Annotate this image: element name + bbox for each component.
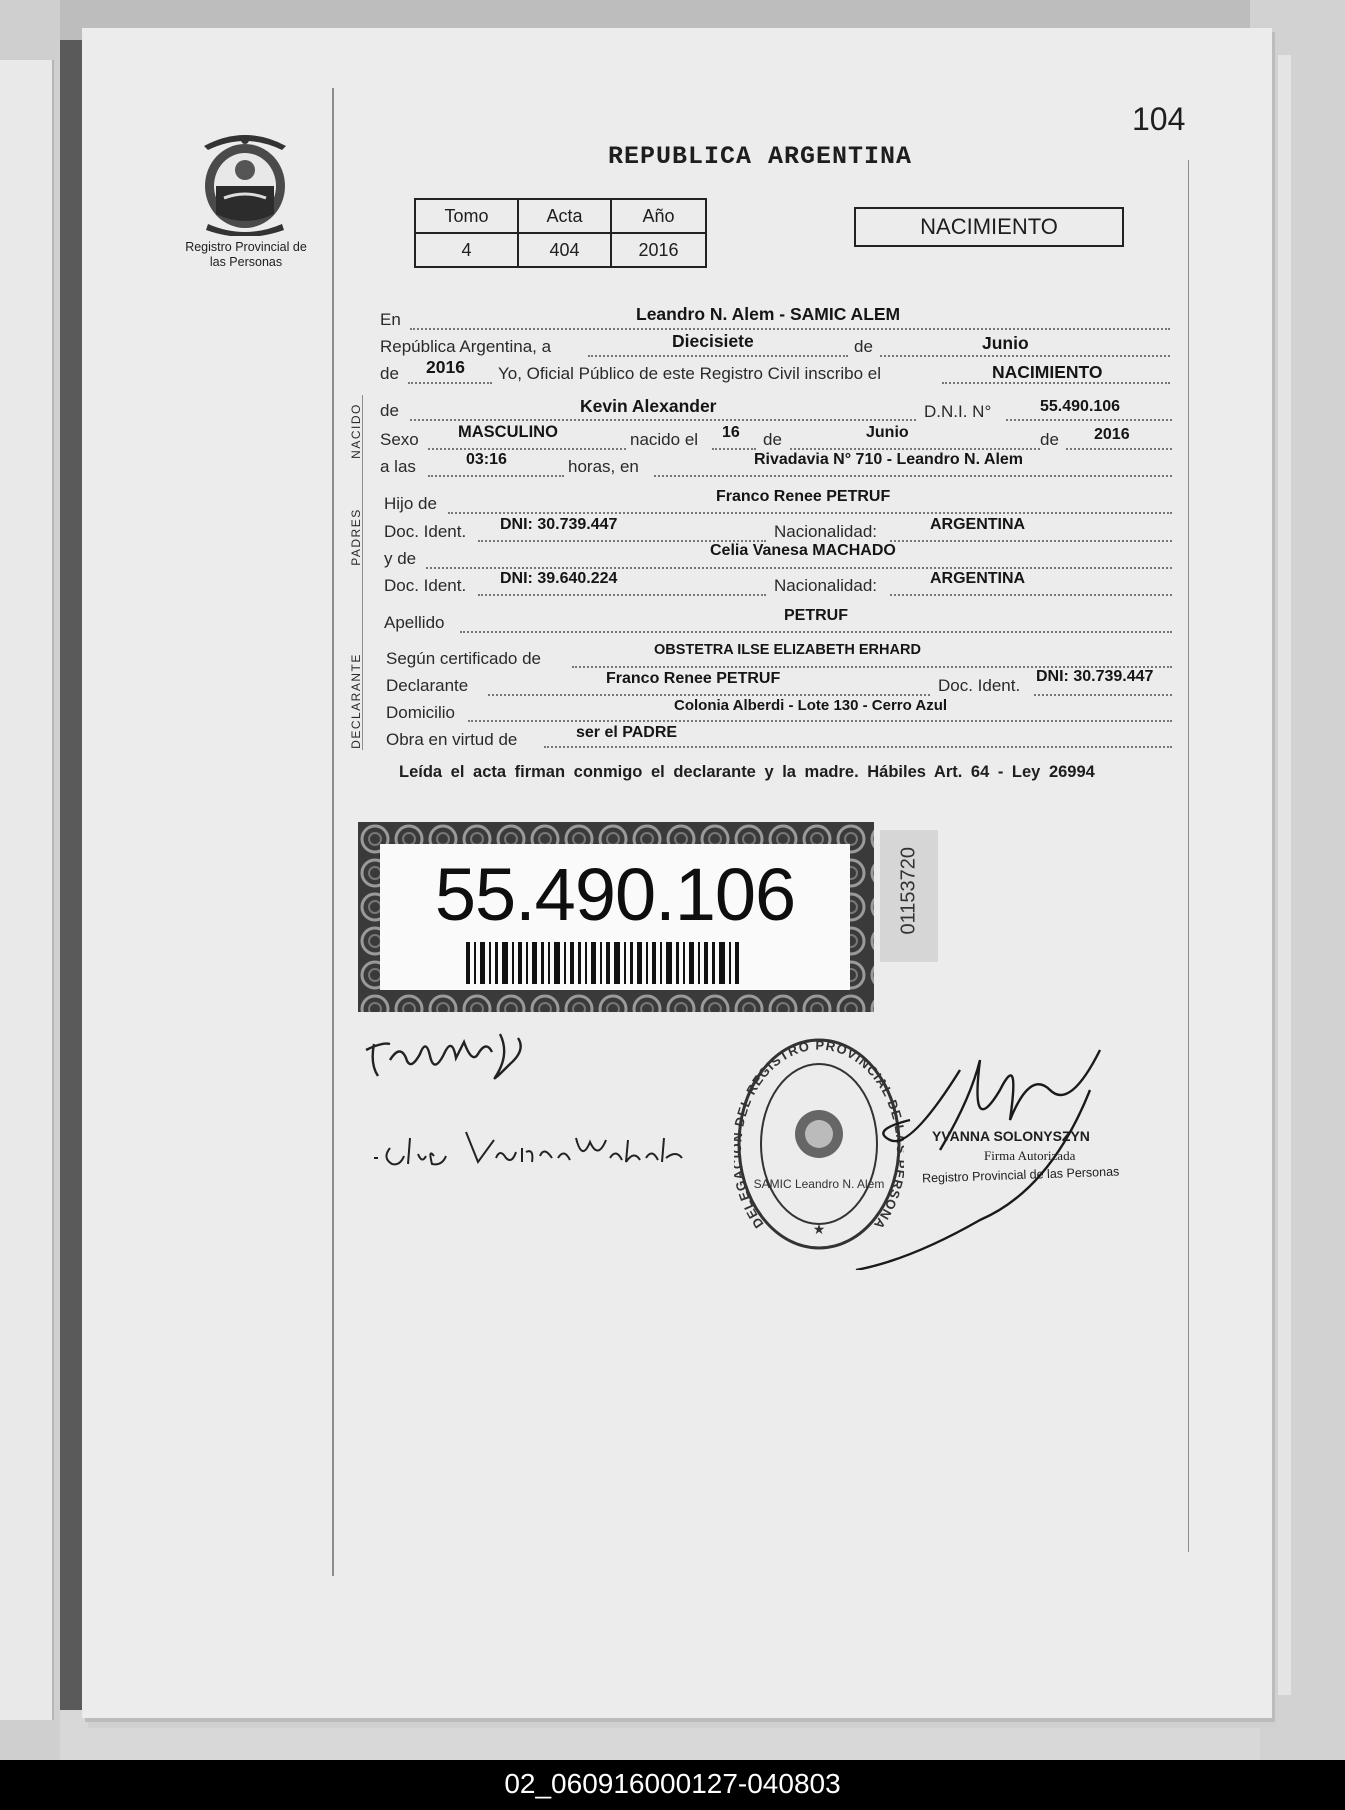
dotted-line bbox=[890, 540, 1172, 542]
certificado-label: Según certificado de bbox=[386, 649, 541, 668]
de-label: de bbox=[763, 430, 782, 449]
declarante-label: Declarante bbox=[386, 676, 469, 695]
act-month: Junio bbox=[982, 333, 1029, 353]
apellido-label: Apellido bbox=[384, 613, 445, 632]
horas-label: horas, en bbox=[568, 457, 639, 476]
declarant-doc: DNI: 30.739.447 bbox=[1036, 668, 1154, 685]
certificate-issuer: OBSTETRA ILSE ELIZABETH ERHARD bbox=[654, 642, 921, 658]
seal-text: DELE EL REGISTRO PROVINCIAL DE SONA bbox=[734, 1037, 904, 1233]
dotted-line bbox=[410, 419, 916, 421]
birth-day: 16 bbox=[722, 424, 740, 441]
domicilio-label: Domicilio bbox=[386, 703, 455, 722]
tomo-header: Tomo bbox=[415, 199, 518, 233]
inscribo-value: NACIMIENTO bbox=[992, 362, 1103, 382]
dotted-line bbox=[544, 746, 1172, 748]
dotted-line bbox=[488, 694, 930, 696]
de-label: de bbox=[854, 337, 873, 356]
de-label: de bbox=[1040, 430, 1059, 449]
official-name: YVANNA SOLONYSZYN bbox=[932, 1128, 1090, 1144]
act-year: 2016 bbox=[426, 357, 465, 377]
doc-ident-label: Doc. Ident. bbox=[384, 522, 467, 541]
father-nationality: ARGENTINA bbox=[930, 516, 1026, 533]
child-sex: MASCULINO bbox=[458, 423, 558, 441]
dotted-line bbox=[654, 475, 1172, 477]
reference-table bbox=[414, 198, 707, 268]
reference-value-row bbox=[415, 233, 706, 267]
provincial-crest-icon bbox=[196, 128, 294, 241]
en-label: En bbox=[380, 310, 401, 329]
dotted-line bbox=[408, 382, 492, 384]
dotted-line bbox=[712, 448, 756, 450]
adjacent-page bbox=[0, 60, 54, 1720]
mother-name: Celia Vanesa MACHADO bbox=[710, 542, 896, 559]
barcode-label bbox=[380, 844, 850, 990]
dotted-line bbox=[460, 631, 1172, 633]
dotted-line bbox=[1006, 419, 1172, 421]
birth-year: 2016 bbox=[1094, 426, 1130, 443]
anio-header: Año bbox=[611, 199, 706, 233]
surname: PETRUF bbox=[784, 607, 848, 624]
birth-time: 03:16 bbox=[466, 451, 507, 468]
padres-section-label: PADRES bbox=[349, 508, 363, 566]
file-caption: 02_060916000127-040803 bbox=[504, 1768, 841, 1799]
republic-label: República Argentina, a bbox=[380, 337, 552, 356]
act-day: Diecisiete bbox=[672, 331, 754, 351]
seal-center-text: SAMIC Leandro N. Alem bbox=[753, 1177, 885, 1191]
child-name: Kevin Alexander bbox=[580, 396, 717, 416]
hijo-de-label: Hijo de bbox=[384, 494, 437, 513]
document-title: REPUBLICA ARGENTINA bbox=[607, 142, 913, 171]
nacionalidad-label: Nacionalidad: bbox=[774, 522, 878, 541]
dotted-line bbox=[478, 594, 766, 596]
doc-ident-label: Doc. Ident. bbox=[938, 676, 1021, 695]
background-left bbox=[0, 0, 60, 1760]
registry-name: Registro Provincial de las Personas bbox=[185, 240, 307, 269]
barcode-icon bbox=[466, 942, 766, 984]
sexo-label: Sexo bbox=[380, 430, 419, 449]
svg-text:★: ★ bbox=[812, 1221, 826, 1237]
inscribo-label: Yo, Oficial Público de este Registro Civil inscribo el bbox=[498, 364, 881, 383]
mother-signature bbox=[370, 1118, 690, 1178]
mother-doc: DNI: 39.640.224 bbox=[500, 570, 618, 587]
declarante-section-label: DECLARANTE bbox=[349, 653, 363, 749]
father-name: Franco Renee PETRUF bbox=[716, 488, 891, 505]
dotted-line bbox=[1066, 448, 1172, 450]
dotted-line bbox=[428, 475, 564, 477]
barcode-number: 55.490.106 bbox=[434, 853, 796, 936]
dotted-line bbox=[426, 567, 1172, 569]
record-type-box: NACIMIENTO bbox=[854, 207, 1124, 247]
closing-note: Leída el acta firman conmigo el declarante y la madre. Hábiles Art. 64 - Ley 26994 bbox=[399, 763, 1095, 781]
margin-line bbox=[332, 88, 334, 1576]
dotted-line bbox=[790, 448, 1040, 450]
serial-number: 01153720 bbox=[897, 847, 920, 935]
father-doc: DNI: 30.739.447 bbox=[500, 516, 618, 533]
dotted-line bbox=[410, 328, 1170, 330]
reference-header-row bbox=[415, 199, 706, 233]
nacido-section-label: NACIDO bbox=[349, 403, 363, 459]
declarant-address: Colonia Alberdi - Lote 130 - Cerro Azul bbox=[674, 697, 948, 714]
declarant-name: Franco Renee PETRUF bbox=[606, 670, 781, 687]
dotted-line bbox=[890, 594, 1172, 596]
tomo-value: 4 bbox=[415, 233, 518, 267]
dotted-line bbox=[588, 355, 848, 357]
doc-ident-label: Doc. Ident. bbox=[384, 576, 467, 595]
birth-month: Junio bbox=[866, 424, 909, 441]
dotted-line bbox=[1034, 694, 1172, 696]
official-role: Firma Autorizada bbox=[984, 1148, 1076, 1163]
dotted-line bbox=[448, 512, 1172, 514]
dni-label: D.N.I. N° bbox=[924, 402, 992, 421]
acta-value: 404 bbox=[518, 233, 611, 267]
dotted-line bbox=[468, 720, 1172, 722]
barcode-sticker bbox=[358, 822, 874, 1012]
y-de-label: y de bbox=[384, 549, 417, 568]
nacido-el-label: nacido el bbox=[630, 430, 699, 449]
de-label: de bbox=[380, 401, 399, 420]
dotted-line bbox=[428, 448, 626, 450]
a-las-label: a las bbox=[380, 457, 416, 476]
official-org: Registro Provincial de las Personas bbox=[921, 1164, 1120, 1186]
declarant-signature bbox=[360, 1014, 550, 1094]
page-number: 104 bbox=[1132, 101, 1186, 137]
mother-nationality: ARGENTINA bbox=[930, 570, 1026, 587]
birth-place: Rivadavia N° 710 - Leandro N. Alem bbox=[754, 451, 1024, 468]
child-dni: 55.490.106 bbox=[1040, 398, 1121, 415]
act-place: Leandro N. Alem - SAMIC ALEM bbox=[636, 304, 901, 324]
nacionalidad-label: Nacionalidad: bbox=[774, 576, 878, 595]
acta-header: Acta bbox=[518, 199, 611, 233]
de-label: de bbox=[380, 364, 399, 383]
anio-value: 2016 bbox=[611, 233, 706, 267]
dotted-line bbox=[880, 355, 1170, 357]
obra-label: Obra en virtud de bbox=[386, 730, 518, 749]
right-margin-line bbox=[1188, 160, 1189, 1552]
declarant-role: ser el PADRE bbox=[576, 724, 678, 741]
